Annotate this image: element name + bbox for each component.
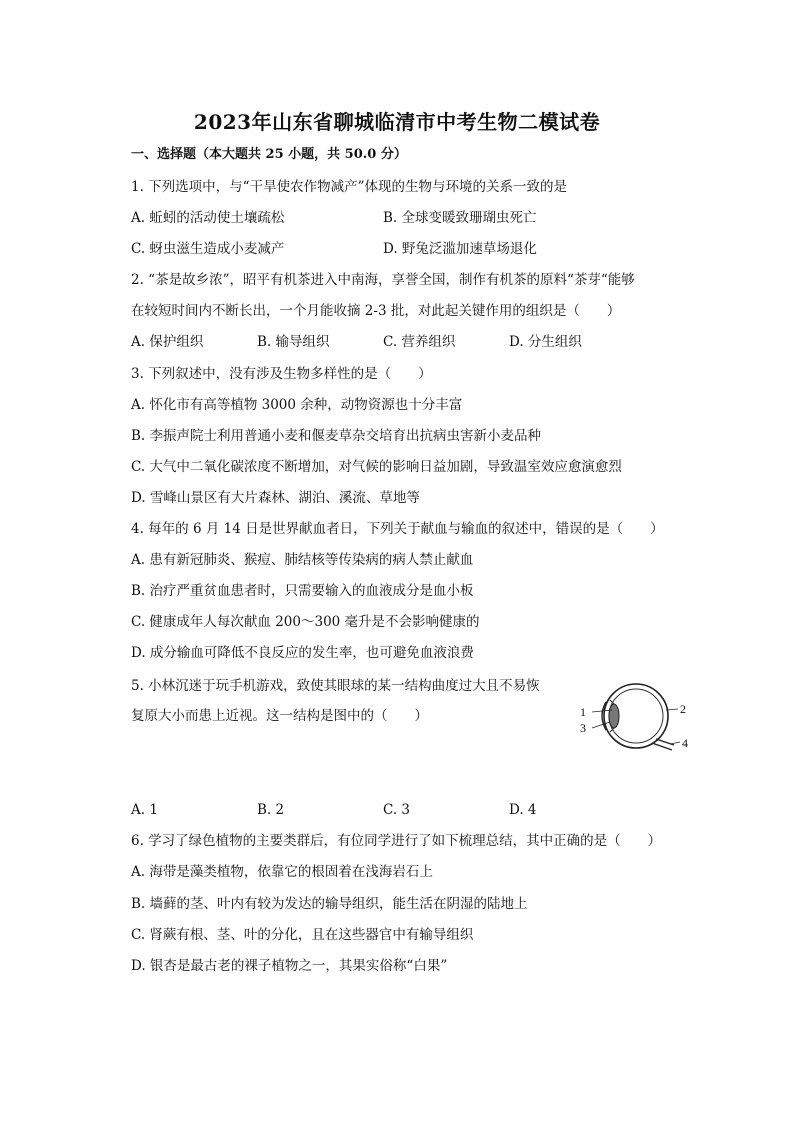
question-6-stem: 6. 学习了绿色植物的主要类群后，有位同学进行了如下梳理总结，其中正确的是（ ） [131,833,662,849]
question-5-stem-line-1: 5. 小林沉迷于玩手机游戏，致使其眼球的某一结构曲度过大且不易恢 [131,678,540,694]
diagram-label-3: 3 [580,721,586,735]
question-3-stem: 3. 下列叙述中，没有涉及生物多样性的是（ ） [131,366,432,382]
question-2-option-b: B. 输导组织 [257,334,330,350]
question-1-option-b: B. 全球变暖致珊瑚虫死亡 [383,210,537,226]
question-5-option-d: D. 4 [509,802,537,818]
question-2-stem-line-1: 2. “茶是故乡浓”，昭平有机茶进入中南海，享誉全国，制作有机茶的原料“茶芽“能够 [131,272,635,288]
question-6-option-d: D. 银杏是最古老的裸子植物之一，其果实俗称“白果” [131,958,448,974]
question-3-option-a: A. 怀化市有高等植物 3000 余种，动物资源也十分丰富 [131,397,463,413]
question-1-stem: 1. 下列选项中，与“干旱使农作物减产”体现的生物与环境的关系一致的是 [131,179,567,195]
question-4-option-a: A. 患有新冠肺炎、猴痘、肺结核等传染病的病人禁止献血 [131,552,474,568]
question-5-option-c: C. 3 [383,802,411,818]
question-2-stem-line-2: 在较短时间内不断长出，一个月能收摘 2-3 批，对此起关键作用的组织是（ ） [131,303,621,319]
question-3-option-d: D. 雪峰山景区有大片森林、湖泊、溪流、草地等 [131,490,420,506]
question-3-option-c: C. 大气中二氧化碳浓度不断增加，对气候的影响日益加剧，导致温室效应愈演愈烈 [131,459,622,475]
question-5-stem-line-2: 复原大小而患上近视。这一结构是图中的（ ） [131,708,428,724]
question-2-option-c: C. 营养组织 [383,334,456,350]
question-4-option-c: C. 健康成年人每次献血 200～300 毫升是不会影响健康的 [131,614,480,630]
exam-title: 2023年山东省聊城临清市中考生物二模试卷 [193,110,601,134]
leader-line-3 [592,722,610,728]
question-4-option-d: D. 成分输血可降低不良反应的发生率，也可避免血液浪费 [131,645,474,661]
question-6-option-c: C. 肾蕨有根、茎、叶的分化，且在这些器官中有输导组织 [131,927,474,943]
leader-line-4 [670,742,680,744]
question-2-option-a: A. 保护组织 [131,334,204,350]
question-4-stem: 4. 每年的 6 月 14 日是世界献血者日，下列关于献血与输血的叙述中，错误的是（ ） [131,521,664,537]
question-2-option-d: D. 分生组织 [509,334,582,350]
question-5-option-b: B. 2 [257,802,285,818]
lens [609,704,619,728]
question-1-option-c: C. 蚜虫滋生造成小麦减产 [131,241,285,257]
question-6-option-a: A. 海带是藻类植物，依靠它的根固着在浅海岩石上 [131,864,433,880]
question-6-option-b: B. 墙藓的茎、叶内有较为发达的输导组织，能生活在阴湿的陆地上 [131,896,528,912]
question-3-option-b: B. 李振声院士利用普通小麦和偃麦草杂交培育出抗病虫害新小麦品种 [131,428,542,444]
eyeball-diagram [574,676,698,760]
diagram-label-2: 2 [680,702,686,716]
diagram-label-4: 4 [682,736,688,750]
question-4-option-b: B. 治疗严重贫血患者时，只需要输入的血液成分是血小板 [131,583,474,599]
question-5-option-a: A. 1 [131,802,158,818]
diagram-label-1: 1 [580,705,586,719]
question-1-option-d: D. 野兔泛滥加速草场退化 [383,241,537,257]
section-header: 一、选择题（本大题共 25 小题，共 50.0 分） [131,147,407,162]
question-1-option-a: A. 蚯蚓的活动使土壤疏松 [131,210,285,226]
